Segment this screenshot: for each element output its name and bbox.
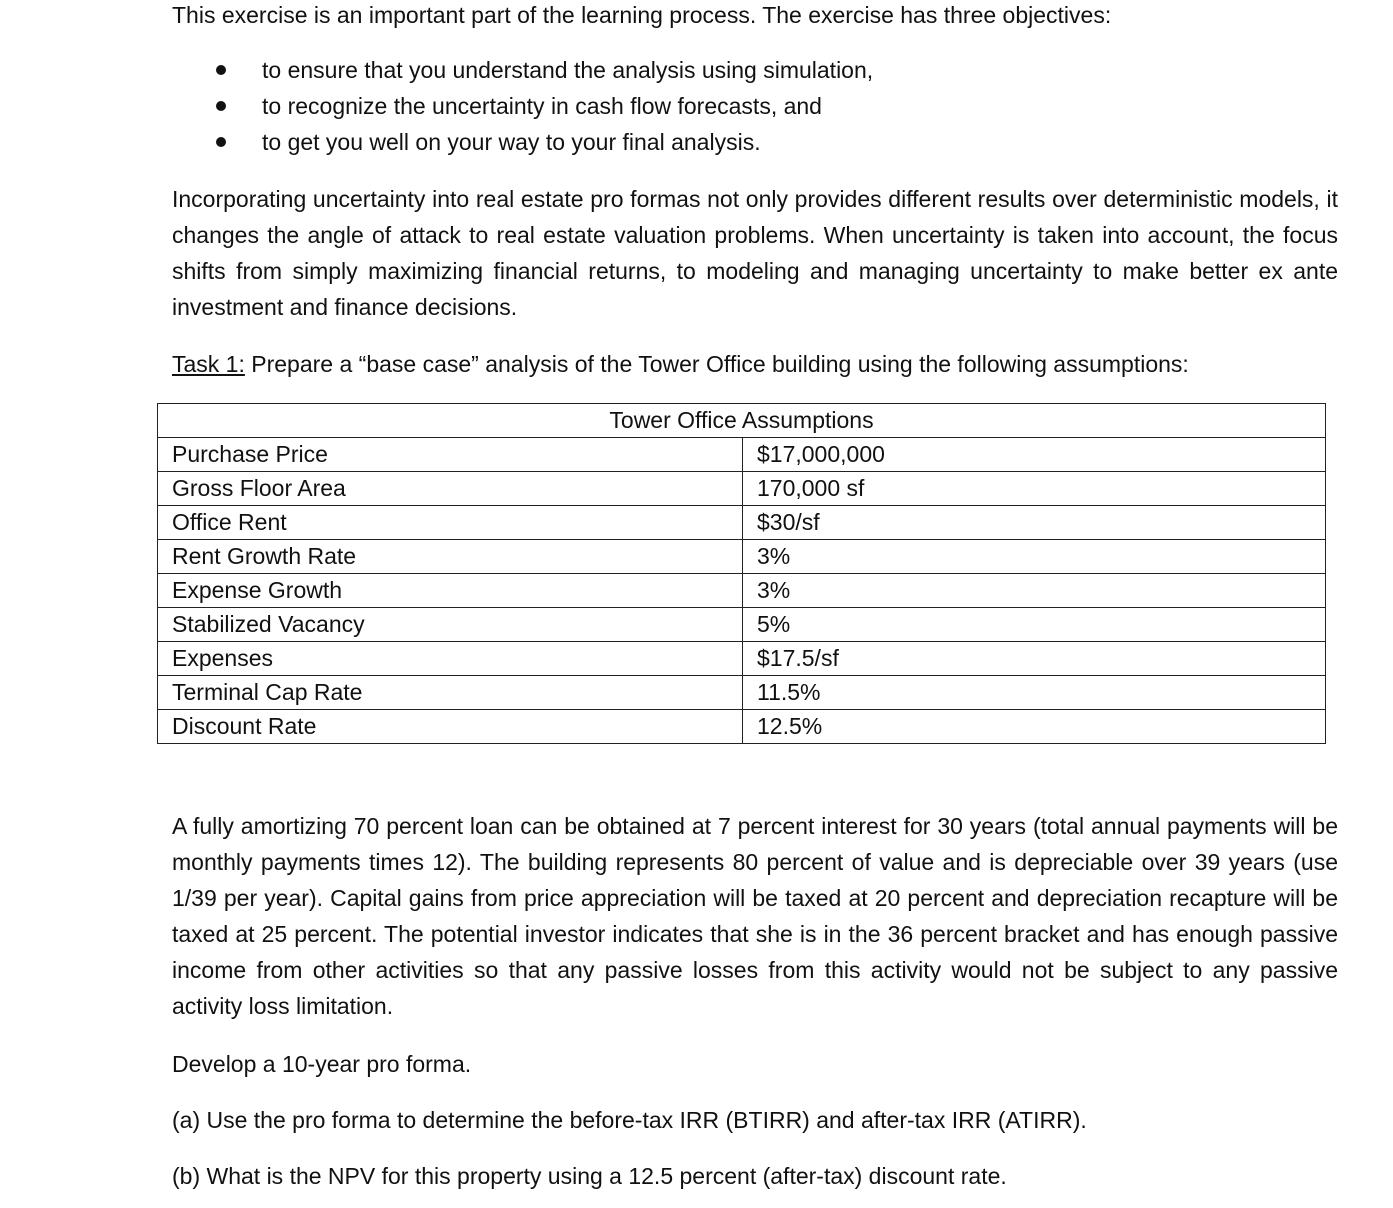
bullet-icon [216,137,226,147]
intro-paragraph: This exercise is an important part of the learning process. The exercise has three objectives: [172,2,1112,28]
bullet-icon [216,65,226,75]
assumption-label: Expenses [158,642,743,676]
assumption-label: Rent Growth Rate [158,540,743,574]
assumption-label: Gross Floor Area [158,472,743,506]
assumption-value: 5% [743,608,1326,642]
assumption-value: $30/sf [743,506,1326,540]
task-label: Task 1: [172,351,245,377]
table-row [158,608,1326,642]
objective-text: to ensure that you understand the analysis using simulation, [262,57,874,83]
assumption-value: 170,000 sf [743,472,1326,506]
table-row [158,574,1326,608]
task-paragraph [172,346,1338,382]
assumption-value: 3% [743,574,1326,608]
table-row [158,710,1326,744]
assumption-label: Office Rent [158,506,743,540]
bullet-icon [216,101,226,111]
uncertainty-paragraph: Incorporating uncertainty into real estate pro formas not only provides different results over deterministic models, it changes the angle of attack to real estate valuation problems. When uncertainty is taken into account, the focus shifts from simply maximizing financial returns, to modeling and managing uncertainty to make better ex ante investment and finance decisions. [172,186,1338,320]
loan-paragraph: A fully amortizing 70 percent loan can be obtained at 7 percent interest for 30 years (total annual payments will be monthly payments times 12). The building represents 80 percent of value and is depreciable over 39 years (use 1/39 per year). Capital gains from price appreciation will be taxed at 20 percent and depreciation recapture will be taxed at 25 percent. The potential investor indicates that she is in the 36 percent bracket and has enough passive income from other activities so that any passive losses from this activity would not be subject to any passive activity loss limitation. [172,813,1338,1019]
list-item [172,124,873,160]
assumptions-table [157,403,1326,744]
table-row [158,642,1326,676]
objective-text: to recognize the uncertainty in cash flow forecasts, and [262,93,822,119]
assumption-label: Expense Growth [158,574,743,608]
table-row [158,472,1326,506]
develop-instruction: Develop a 10-year pro forma. [172,1051,472,1077]
task-text: Prepare a “base case” analysis of the Tower Office building using the following assumptions: [244,351,1189,377]
assumption-value: 3% [743,540,1326,574]
assumption-label: Stabilized Vacancy [158,608,743,642]
table-title: Tower Office Assumptions [158,404,1326,438]
assumption-value: 12.5% [743,710,1326,744]
table-row [158,676,1326,710]
question-b: (b) What is the NPV for this property using a 12.5 percent (after-tax) discount rate. [172,1163,1007,1189]
table-header-row [158,404,1326,438]
table-row [158,438,1326,472]
assumption-label: Terminal Cap Rate [158,676,743,710]
list-item [172,88,873,124]
objectives-list [172,52,873,160]
table-row [158,506,1326,540]
list-item [172,52,873,88]
question-a: (a) Use the pro forma to determine the before-tax IRR (BTIRR) and after-tax IRR (ATIRR). [172,1107,1087,1133]
assumption-value: 11.5% [743,676,1326,710]
assumption-label: Discount Rate [158,710,743,744]
assumption-value: $17,000,000 [743,438,1326,472]
table-row [158,540,1326,574]
objective-text: to get you well on your way to your final analysis. [262,129,761,155]
assumption-label: Purchase Price [158,438,743,472]
assumption-value: $17.5/sf [743,642,1326,676]
